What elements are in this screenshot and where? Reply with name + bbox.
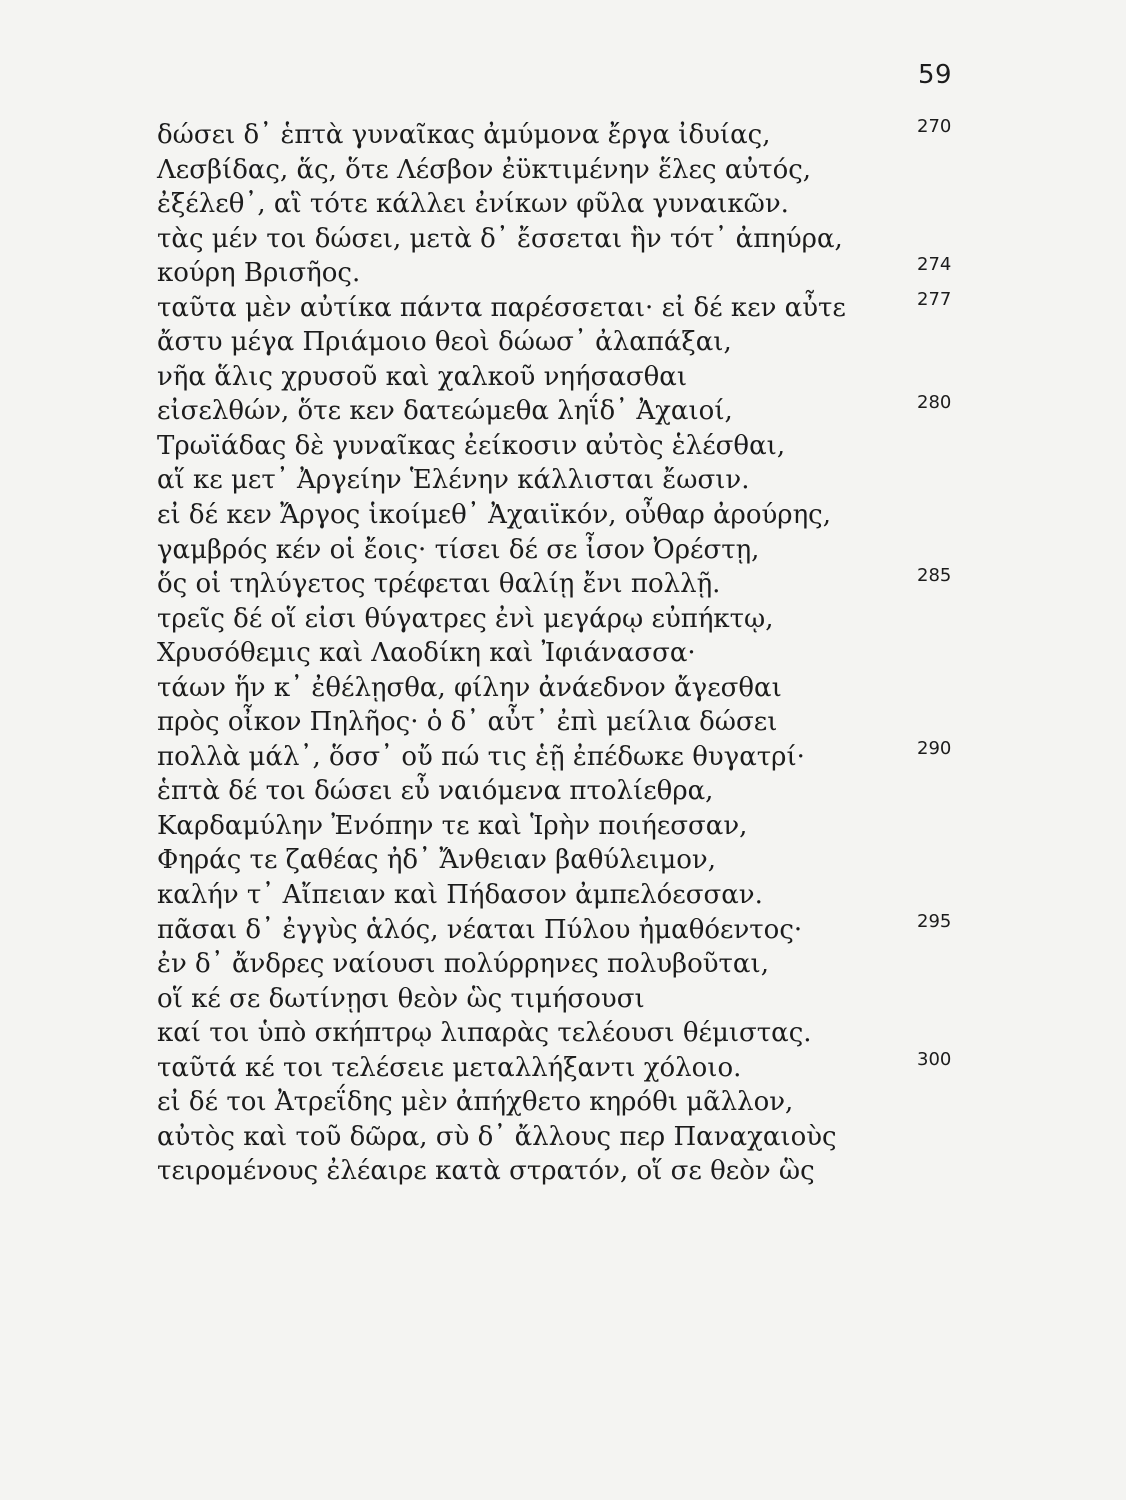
verse-line xyxy=(157,1016,857,1051)
line-number: 277 xyxy=(917,288,952,310)
verse-text: καί τοι ὑπὸ σκήπτρῳ λιπαρὰς τελέουσι θέμιστας. xyxy=(157,1018,812,1049)
verse-text: καλήν τ᾽ Αἴπειαν καὶ Πήδασον ἀμπελόεσσαν. xyxy=(157,880,763,911)
verse-line xyxy=(157,636,857,671)
verse-text: Χρυσόθεμις καὶ Λαοδίκη καὶ Ἰφιάνασσα· xyxy=(157,638,696,669)
verse-text: τειρομένους ἐλέαιρε κατὰ στρατόν, οἵ σε θεὸν ὣς xyxy=(157,1156,815,1187)
line-number: 300 xyxy=(917,1048,952,1070)
verse-text: τὰς μέν τοι δώσει, μετὰ δ᾽ ἔσσεται ἣν τότ᾽ ἀπηύρα, xyxy=(157,223,843,254)
verse-line xyxy=(157,325,857,360)
verse-line xyxy=(157,463,857,498)
verse-line xyxy=(157,843,857,878)
verse-text: γαμβρός κέν οἱ ἔοις· τίσει δέ σε ἶσον Ὀρέστῃ, xyxy=(157,534,760,565)
verse-line xyxy=(157,1085,857,1120)
verse-line xyxy=(157,222,857,257)
verse-line xyxy=(157,809,857,844)
verse-text: δώσει δ᾽ ἑπτὰ γυναῖκας ἀμύμονα ἔργα ἰδυίας, xyxy=(157,120,771,150)
verse-text: πολλὰ μάλ᾽, ὅσσ᾽ οὔ πώ τις ἑῇ ἐπέδωκε θυγατρί· xyxy=(157,741,805,772)
verse-text: ἑπτὰ δέ τοι δώσει εὖ ναιόμενα πτολίεθρα, xyxy=(157,776,714,807)
verse-line xyxy=(157,910,952,948)
line-number: 274 xyxy=(917,254,952,276)
verse-line xyxy=(157,774,857,809)
verse-line xyxy=(157,360,857,395)
page-number: 59 xyxy=(918,60,953,90)
verse-line xyxy=(157,533,857,568)
verse-text: ἄστυ μέγα Πριάμοιο θεοὶ δώωσ᾽ ἀλαπάξαι, xyxy=(157,327,732,358)
verse-line xyxy=(157,565,952,602)
verse-line xyxy=(157,602,857,637)
verse-line xyxy=(157,116,952,153)
verse-text: εἰ δέ κεν Ἄργος ἱκοίμεθ᾽ Ἀχαιϊκόν, οὖθαρ ἀρούρης, xyxy=(157,500,831,531)
verse-line xyxy=(157,392,952,429)
verse-line xyxy=(157,498,857,533)
verse-text: αἵ κε μετ᾽ Ἀργείην Ἑλένην κάλλισται ἔωσιν. xyxy=(157,465,750,496)
verse-line xyxy=(157,982,857,1017)
verse-text: τάων ἥν κ᾽ ἐθέλῃσθα, φίλην ἀνάεδνον ἄγεσθαι xyxy=(157,672,782,703)
verse-line xyxy=(157,705,857,740)
verse-line xyxy=(157,1154,857,1189)
verse-text: κούρη Βρισῆος. xyxy=(157,258,361,289)
verse-line xyxy=(157,254,952,291)
line-number: 285 xyxy=(917,565,952,587)
verse-text: ὅς οἱ τηλύγετος τρέφεται θαλίῃ ἔνι πολλῇ. xyxy=(157,569,721,600)
verse-text: πρὸς οἶκον Πηλῆος· ὁ δ᾽ αὖτ᾽ ἐπὶ μείλια δώσει xyxy=(157,707,778,738)
verse-line xyxy=(157,737,952,775)
verse-line xyxy=(157,429,857,464)
verse-line xyxy=(157,1120,857,1155)
verse-line xyxy=(157,288,952,326)
verse-text: τρεῖς δέ οἵ εἰσι θύγατρες ἐνὶ μεγάρῳ εὐπήκτῳ, xyxy=(157,603,774,634)
verse-line xyxy=(157,187,857,222)
verse-text: ἐξέλεθ᾽, αἳ τότε κάλλει ἐνίκων φῦλα γυναικῶν. xyxy=(157,189,789,220)
verse-block xyxy=(157,116,952,1189)
verse-line xyxy=(157,947,857,982)
verse-text: αὐτὸς καὶ τοῦ δῶρα, σὺ δ᾽ ἄλλους περ Παναχαιοὺς xyxy=(157,1121,837,1152)
verse-text: Φηράς τε ζαθέας ἠδ᾽ Ἄνθειαν βαθύλειμον, xyxy=(157,845,716,876)
line-number: 270 xyxy=(917,116,952,137)
verse-text: Τρωϊάδας δὲ γυναῖκας ἐείκοσιν αὐτὸς ἑλέσθαι, xyxy=(157,430,786,461)
verse-text: νῆα ἅλις χρυσοῦ καὶ χαλκοῦ νηήσασθαι xyxy=(157,361,688,392)
line-number: 295 xyxy=(917,910,952,932)
verse-text: Λεσβίδας, ἅς, ὅτε Λέσβον ἐϋκτιμένην ἕλες αὐτός, xyxy=(157,154,812,185)
verse-text: Καρδαμύλην Ἐνόπην τε καὶ Ἱρὴν ποιήεσσαν, xyxy=(157,810,748,841)
verse-line xyxy=(157,878,857,913)
verse-text: ταῦτά κέ τοι τελέσειε μεταλλήξαντι χόλοιο. xyxy=(157,1052,742,1083)
verse-text: εἰ δέ τοι Ἀτρεΐδης μὲν ἀπήχθετο κηρόθι μᾶλλον, xyxy=(157,1087,794,1118)
verse-text: εἰσελθών, ὅτε κεν δατεώμεθα ληΐδ᾽ Ἀχαιοί, xyxy=(157,396,733,427)
verse-line xyxy=(157,1048,952,1086)
verse-text: πᾶσαι δ᾽ ἐγγὺς ἁλός, νέαται Πύλου ἠμαθόεντος· xyxy=(157,914,803,945)
line-number: 280 xyxy=(917,392,952,414)
verse-text: ταῦτα μὲν αὐτίκα πάντα παρέσσεται· εἰ δέ κεν αὖτε xyxy=(157,292,846,323)
line-number: 290 xyxy=(917,737,952,759)
verse-text: ἐν δ᾽ ἄνδρες ναίουσι πολύρρηνες πολυβοῦται, xyxy=(157,949,769,980)
verse-line xyxy=(157,153,857,188)
verse-text: οἵ κέ σε δωτίνῃσι θεὸν ὣς τιμήσουσι xyxy=(157,983,645,1014)
verse-line xyxy=(157,671,857,706)
